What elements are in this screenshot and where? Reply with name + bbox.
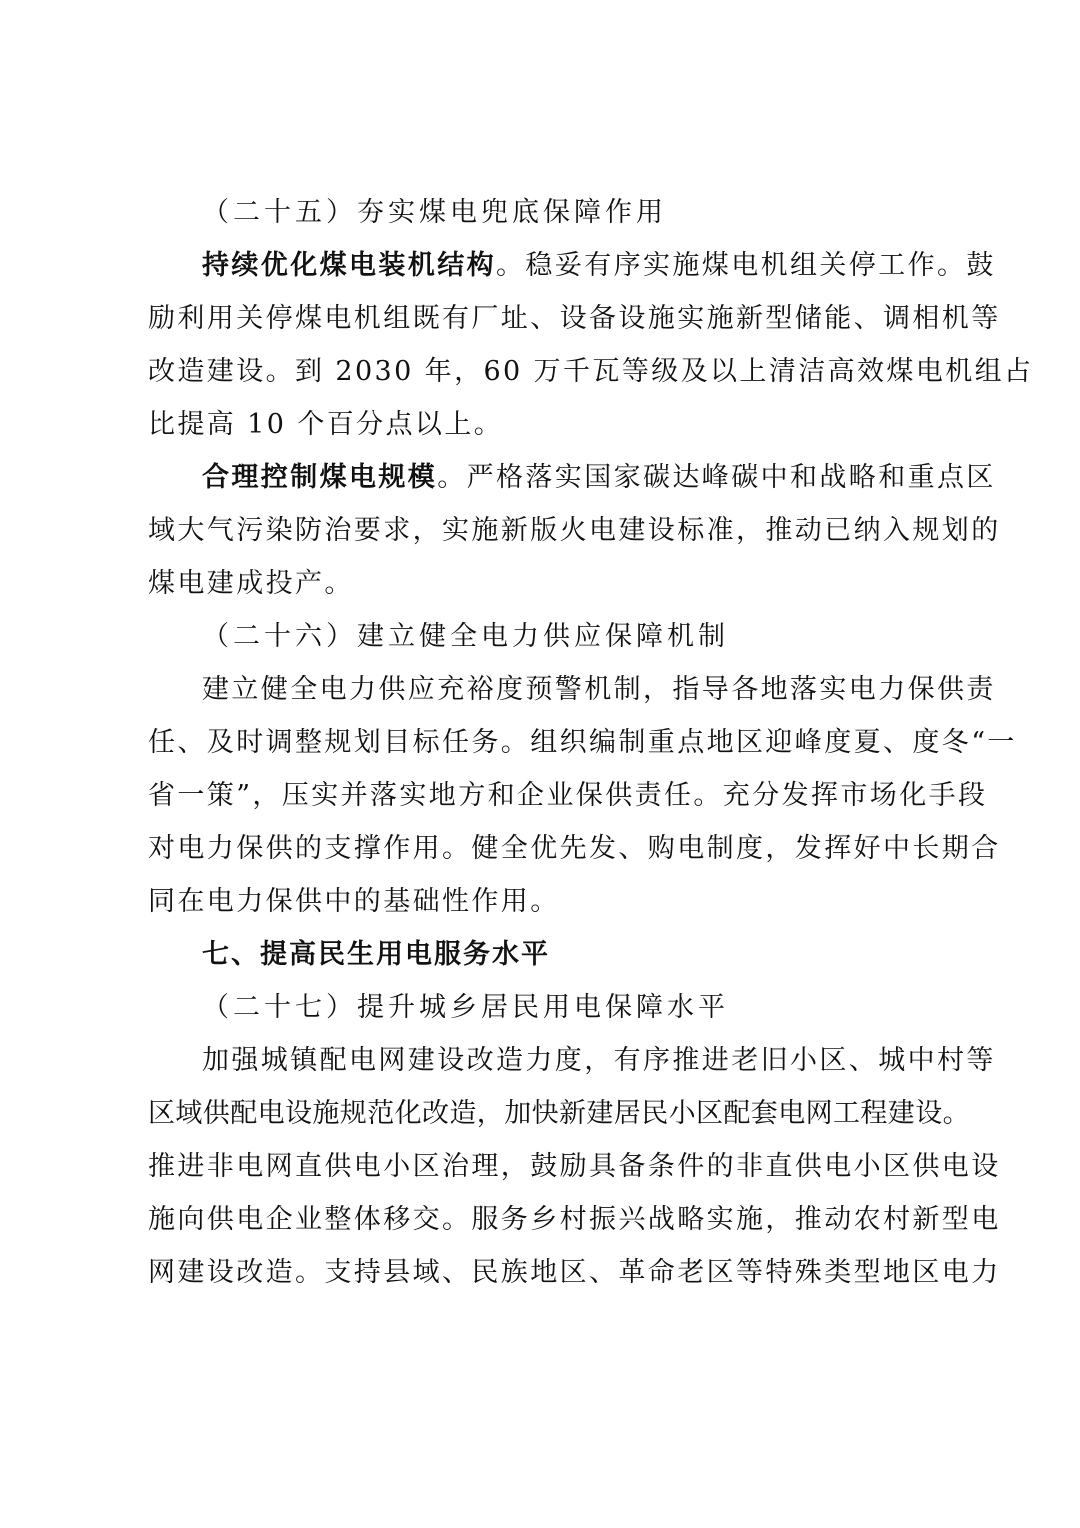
paragraph-line (148, 451, 996, 504)
paragraph-line: 煤电建成投产。 (148, 568, 354, 599)
paragraph-line: 任、及时调整规划目标任务。组织编制重点地区迎峰度夏、度冬“一 (148, 727, 1017, 758)
paragraph-text: 。稳妥有序实施煤电机组关停工作。鼓 (496, 250, 996, 281)
paragraph-lead: 合理控制煤电规模 (202, 462, 438, 493)
paragraph-line: 推进非电网直供电小区治理，鼓励具备条件的非直供电小区供电设 (148, 1151, 1001, 1182)
paragraph-line: 加强城镇配电网建设改造力度，有序推进老旧小区、城中村等 (202, 1045, 996, 1076)
paragraph-supply-mechanism (148, 663, 1017, 928)
paragraph-text: 。严格落实国家碳达峰碳中和战略和重点区 (437, 462, 996, 493)
subsection-heading-27: （二十七）提升城乡居民用电保障水平 (202, 992, 729, 1023)
subsection-heading-26: （二十六）建立健全电力供应保障机制 (202, 621, 729, 652)
paragraph-line: 对电力保供的支撑作用。健全优先发、购电制度，发挥好中长期合 (148, 833, 1001, 864)
paragraph-line: 建立健全电力供应充裕度预警机制，指导各地落实电力保供责 (202, 674, 996, 705)
paragraph-line: 励利用关停煤电机组既有厂址、设备设施实施新型储能、调相机等 (148, 303, 1001, 334)
document-body (148, 186, 1034, 1299)
paragraph-lead: 持续优化煤电装机结构 (202, 250, 496, 281)
paragraph-coal-scale (148, 451, 1001, 610)
paragraph-line: 网建设改造。支持县域、民族地区、革命老区等特殊类型地区电力 (148, 1257, 1001, 1288)
section-heading-7: 七、提高民生用电服务水平 (202, 939, 550, 970)
paragraph-residential-power (148, 1034, 1001, 1299)
paragraph-line: 同在电力保供中的基础性作用。 (148, 886, 560, 917)
paragraph-line: 域大气污染防治要求，实施新版火电建设标准，推动已纳入规划的 (148, 515, 1001, 546)
paragraph-coal-structure (148, 239, 1034, 451)
paragraph-line: 比提高 10 个百分点以上。 (148, 409, 504, 440)
paragraph-line: 区域供配电设施规范化改造，加快新建居民小区配套电网工程建设。 (148, 1098, 970, 1129)
paragraph-line: 施向供电企业整体移交。服务乡村振兴战略实施，推动农村新型电 (148, 1204, 1001, 1235)
paragraph-line (148, 239, 996, 292)
paragraph-line: 改造建设。到 2030 年，60 万千瓦等级及以上清洁高效煤电机组占 (148, 356, 1034, 387)
subsection-heading-25: （二十五）夯实煤电兜底保障作用 (202, 197, 667, 228)
paragraph-line: 省一策”，压实并落实地方和企业保供责任。充分发挥市场化手段 (148, 780, 988, 811)
